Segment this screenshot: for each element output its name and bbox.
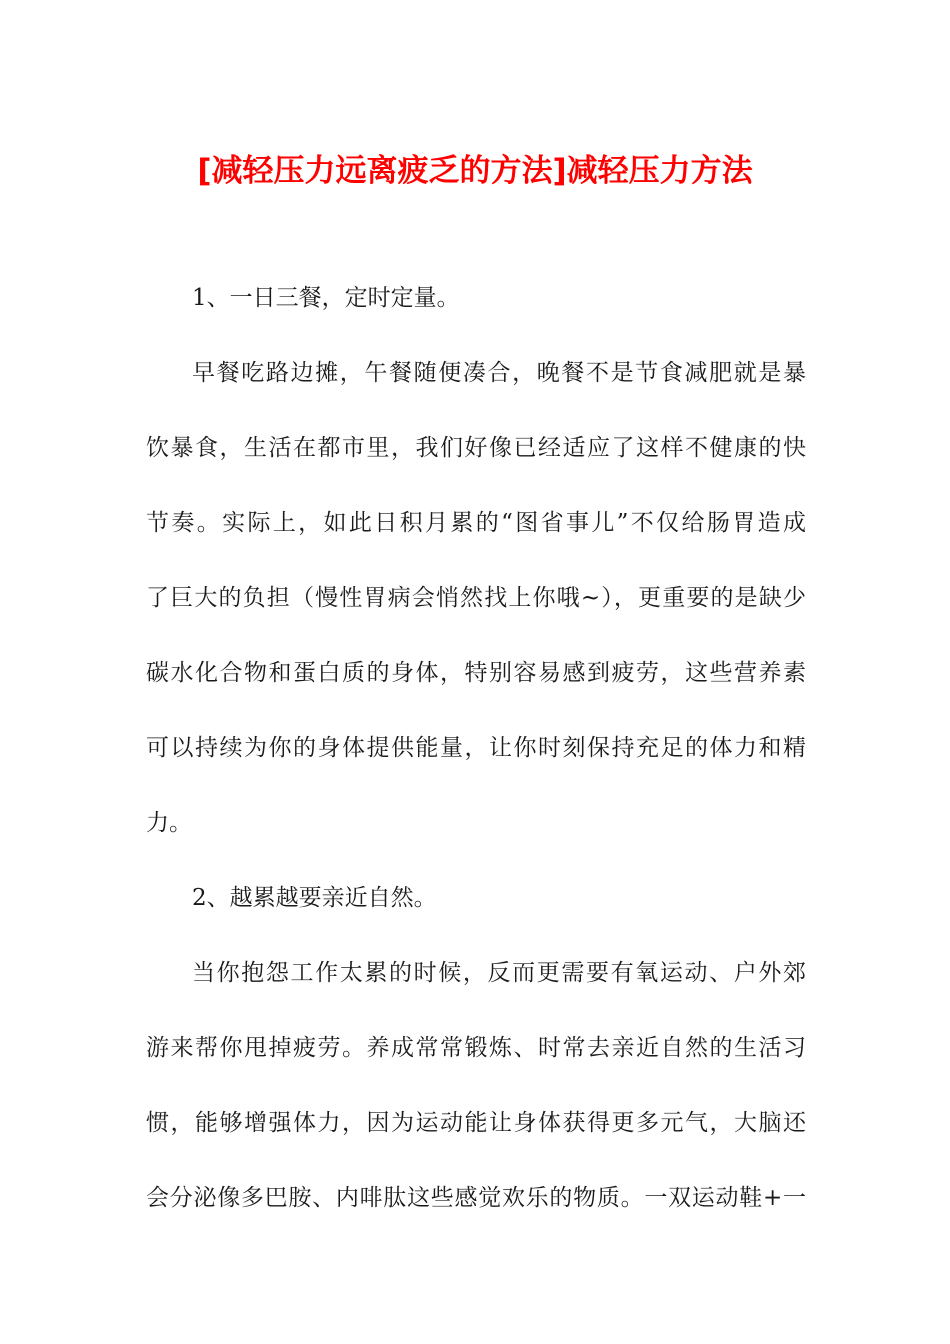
- heading-1: 1、一日三餐，定时定量。: [192, 285, 460, 311]
- paragraph-2-line: 当你抱怨工作太累的时候，反而更需要有氧运动、户外郊: [192, 960, 806, 986]
- paragraph-1-line: 可以持续为你的身体提供能量，让你时刻保持充足的体力和精: [146, 735, 806, 761]
- paragraph-1-line: 碳水化合物和蛋白质的身体，特别容易感到疲劳，这些营养素: [146, 660, 806, 686]
- document-body: [146, 261, 806, 1236]
- paragraph-1-line: 早餐吃路边摊，午餐随便凑合，晚餐不是节食减肥就是暴: [192, 360, 806, 386]
- paragraph-1-line: 节奏。实际上，如此日积月累的“图省事儿”不仅给肠胃造成: [146, 510, 806, 536]
- paragraph-2-line: 惯，能够增强体力，因为运动能让身体获得更多元气，大脑还: [146, 1110, 806, 1136]
- paragraph-1-line: 力。: [146, 810, 192, 836]
- paragraph-1-line: 了巨大的负担（慢性胃病会悄然找上你哦~），更重要的是缺少: [146, 585, 806, 611]
- document-title: [减轻压力远离疲乏的方法]减轻压力方法: [197, 153, 753, 189]
- paragraph-2-line: 游来帮你甩掉疲劳。养成常常锻炼、时常去亲近自然的生活习: [146, 1035, 806, 1061]
- paragraph-1-line: 饮暴食，生活在都市里，我们好像已经适应了这样不健康的快: [146, 435, 806, 461]
- heading-2: 2、越累越要亲近自然。: [192, 885, 437, 911]
- paragraph-2-line: 会分泌像多巴胺、内啡肽这些感觉欢乐的物质。一双运动鞋+一: [146, 1185, 806, 1211]
